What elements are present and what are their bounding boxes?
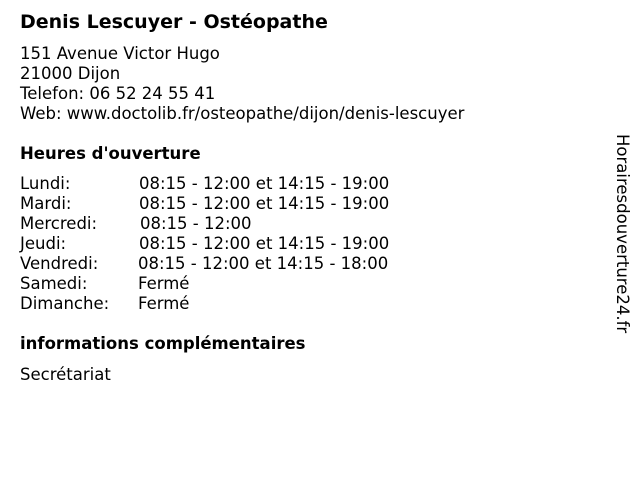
site-watermark: Horairesdouverture24.fr xyxy=(613,134,632,334)
day-label: Mercredi: xyxy=(20,214,98,233)
website-link[interactable]: Web: www.doctolib.fr/osteopathe/dijon/denis-lescuyer xyxy=(20,104,465,123)
additional-info-heading: informations complémentaires xyxy=(20,334,306,353)
hours-row-tuesday xyxy=(20,194,580,214)
day-label: Mardi: xyxy=(20,194,72,213)
phone-number[interactable]: Telefon: 06 52 24 55 41 xyxy=(20,84,216,103)
day-hours: 08:15 - 12:00 et 14:15 - 18:00 xyxy=(138,254,389,273)
hours-row-thursday xyxy=(20,234,580,254)
hours-row-wednesday xyxy=(20,214,580,234)
day-label: Dimanche: xyxy=(20,294,110,313)
hours-row-sunday xyxy=(20,294,580,314)
hours-row-friday xyxy=(20,254,580,274)
page-title: Denis Lescuyer - Ostéopathe xyxy=(20,11,328,33)
address-city: 21000 Dijon xyxy=(20,64,121,83)
day-hours: Fermé xyxy=(138,274,190,293)
day-label: Jeudi: xyxy=(20,234,67,253)
day-hours: Fermé xyxy=(138,294,190,313)
day-hours: 08:15 - 12:00 et 14:15 - 19:00 xyxy=(139,194,390,213)
hours-row-monday xyxy=(20,174,580,194)
additional-info-text: Secrétariat xyxy=(20,365,111,384)
day-label: Vendredi: xyxy=(20,254,99,273)
day-label: Samedi: xyxy=(20,274,88,293)
opening-hours-heading: Heures d'ouverture xyxy=(20,144,201,163)
day-label: Lundi: xyxy=(20,174,71,193)
day-hours: 08:15 - 12:00 et 14:15 - 19:00 xyxy=(139,174,390,193)
day-hours: 08:15 - 12:00 et 14:15 - 19:00 xyxy=(139,234,390,253)
hours-row-saturday xyxy=(20,274,580,294)
address-street: 151 Avenue Victor Hugo xyxy=(20,44,220,63)
day-hours: 08:15 - 12:00 xyxy=(140,214,252,233)
